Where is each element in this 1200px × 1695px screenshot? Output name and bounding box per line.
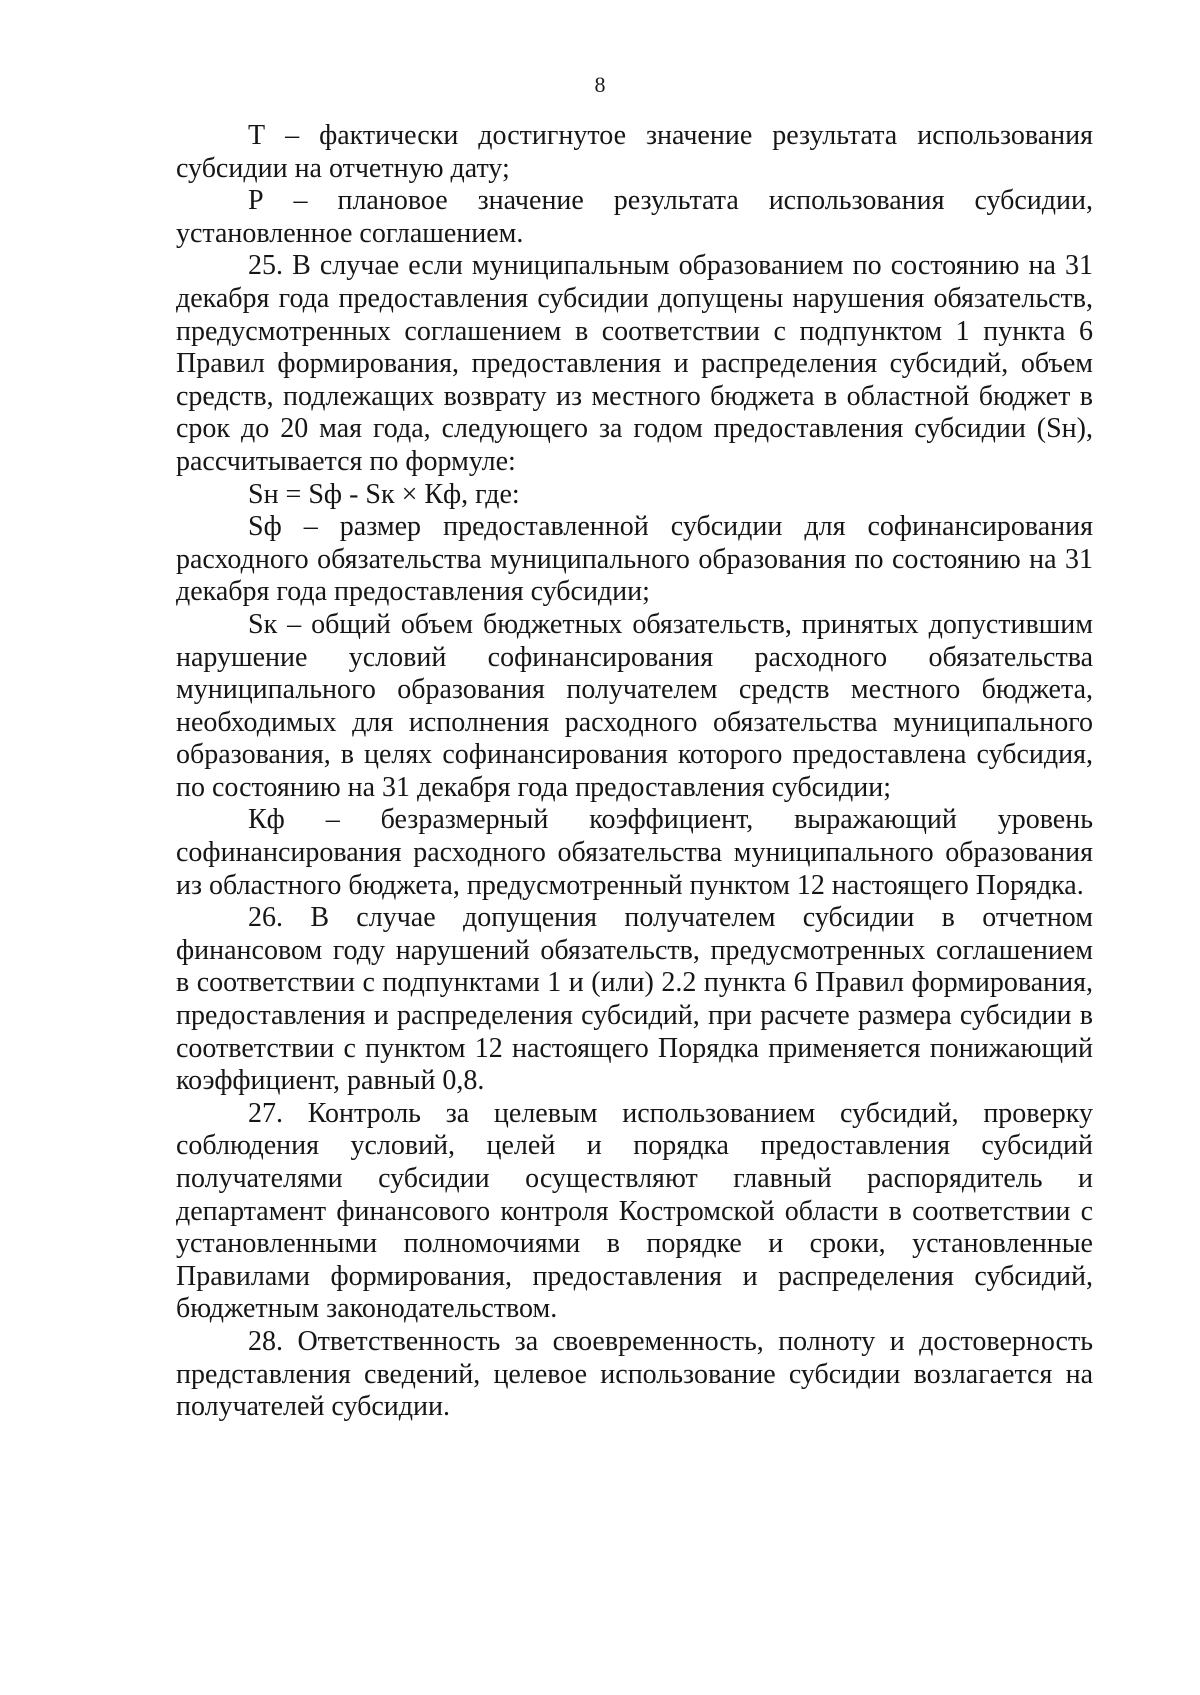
clause-28: 28. Ответственность за своевременность, полноту и достоверность представления сведений, целевое использование субсидии возлагается на получателей субсидии.: [176, 1325, 1093, 1423]
clause-25: 25. В случае если муниципальным образованием по состоянию на 31 декабря года предоставления субсидии допущены нарушения обязательств, предусмотренных соглашением в соответствии с подпунктом 1 пункта 6 Правил формирования, предоставления и распределения субсидий, объем средств, подлежащих возврату из местного бюджета в областной бюджет в срок до 20 мая года, следующего за годом предоставления субсидии (Sн), рассчитывается по формуле:: [176, 250, 1093, 477]
page-number: 8: [594, 72, 606, 97]
definition-p: Р – плановое значение результата использования субсидии, установленное соглашением.: [176, 185, 1093, 249]
definition-sk: Sк – общий объем бюджетных обязательств, принятых допустившим нарушение условий софинансирования расходного обязательства муниципального образования получателем средств местного бюджета, необходимых для исполнения расходного обязательства муниципального образования, в целях софинансирования которого предоставлена субсидия, по состоянию на 31 декабря года предоставления субсидии;: [176, 608, 1093, 803]
definition-t: Т – фактически достигнутое значение результата использования субсидии на отчетную дату;: [176, 120, 1093, 184]
document-body: [176, 120, 1093, 1424]
definition-sf: Sф – размер предоставленной субсидии для софинансирования расходного обязательства муниципального образования по состоянию на 31 декабря года предоставления субсидии;: [176, 511, 1093, 608]
formula-sn: Sн = Sф - Sк × Кф, где:: [248, 478, 520, 510]
definition-kf: Кф – безразмерный коэффициент, выражающий уровень софинансирования расходного обязательства муниципального образования из областного бюджета, предусмотренный пунктом 12 настоящего Порядка.: [176, 804, 1093, 901]
clause-26: 26. В случае допущения получателем субсидии в отчетном финансовом году нарушений обязательств, предусмотренных соглашением в соответствии с подпунктами 1 и (или) 2.2 пункта 6 Правил формирования, предоставления и распределения субсидий, при расчете размера субсидии в соответствии с пунктом 12 настоящего Порядка применяется понижающий коэффициент, равный 0,8.: [176, 902, 1093, 1097]
clause-27: 27. Контроль за целевым использованием субсидий, проверку соблюдения условий, целей и порядка предоставления субсидий получателями субсидии осуществляют главный распорядитель и департамент финансового контроля Костромской области в соответствии с установленными полномочиями в порядке и сроки, установленные Правилами формирования, предоставления и распределения субсидий, бюджетным законодательством.: [176, 1097, 1093, 1325]
